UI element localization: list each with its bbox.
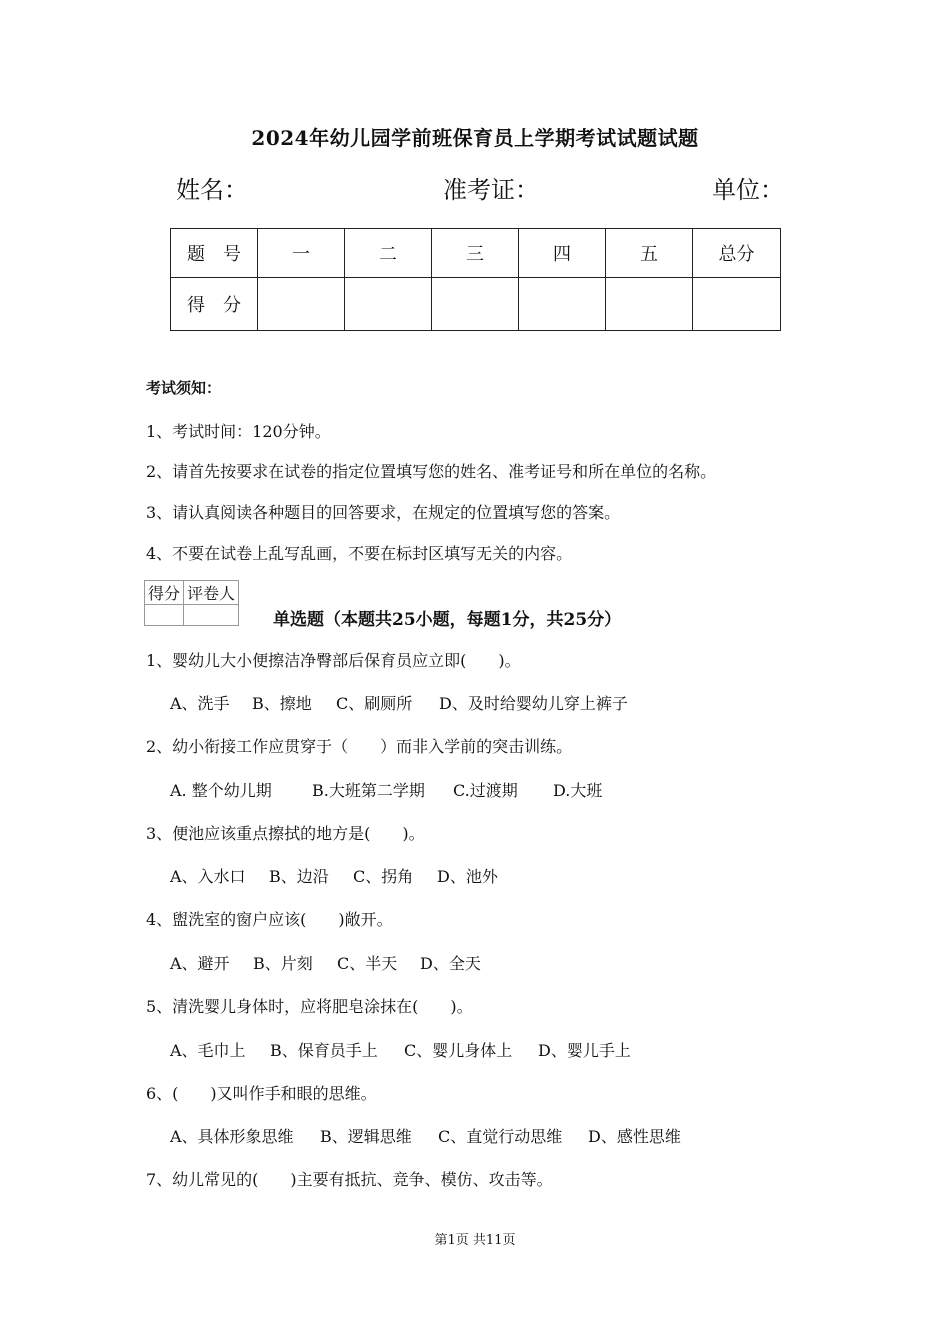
notice-item: 1、考试时间：120分钟。 [146,422,331,441]
score-cell[interactable] [519,278,606,331]
score-table-score-row [171,278,781,331]
score-cell[interactable] [606,278,693,331]
options-row [170,864,498,887]
option[interactable]: B、擦地 [252,694,312,713]
option[interactable]: B.大班第二学期 [312,781,425,800]
option[interactable]: C、婴儿身体上 [404,1041,513,1060]
option[interactable]: C、半天 [337,954,398,973]
section-title: 单选题（本题共25小题，每题1分，共25分） [273,610,622,630]
option[interactable]: D、全天 [420,954,481,973]
notice-item: 4、不要在试卷上乱写乱画，不要在标封区填写无关的内容。 [146,544,573,563]
notice-heading: 考试须知： [146,379,222,397]
option[interactable]: C.过渡期 [453,781,518,800]
option[interactable]: A、洗手 [170,694,230,713]
header-cell: 三 [432,229,519,278]
grader-score-cell[interactable] [145,605,184,626]
unit-label: 单位： [712,176,784,204]
option[interactable]: D、池外 [437,867,498,886]
page-footer: 第1页 共11页 [434,1233,516,1248]
header-cell: 四 [519,229,606,278]
option[interactable]: A、毛巾上 [170,1041,246,1060]
header-cell: 题 号 [171,229,258,278]
grader-score-label: 得分 [145,581,184,605]
header-cell: 一 [258,229,345,278]
options-row [170,951,481,974]
score-table-header-row [171,229,781,278]
options-row [170,1124,681,1147]
question-text: 2、幼小衔接工作应贯穿于（ ）而非入学前的突击训练。 [146,737,573,756]
question-text: 7、幼儿常见的( )主要有抵抗、竞争、模仿、攻击等。 [146,1170,553,1189]
option[interactable]: C、刷厕所 [336,694,413,713]
score-cell[interactable] [258,278,345,331]
question-text: 5、清洗婴儿身体时，应将肥皂涂抹在( )。 [146,997,473,1016]
option[interactable]: A、入水口 [170,867,246,886]
score-cell[interactable] [432,278,519,331]
option[interactable]: A、避开 [170,954,230,973]
score-row-label: 得 分 [171,278,258,331]
option[interactable]: B、保育员手上 [270,1041,378,1060]
option[interactable]: B、片刻 [253,954,313,973]
score-cell[interactable] [345,278,432,331]
header-cell: 五 [606,229,693,278]
header-cell: 总分 [693,229,781,278]
question-text: 1、婴幼儿大小便擦洁净臀部后保育员应立即( )。 [146,651,521,670]
header-cell: 二 [345,229,432,278]
notice-item: 2、请首先按要求在试卷的指定位置填写您的姓名、准考证号和所在单位的名称。 [146,462,717,481]
option[interactable]: A、具体形象思维 [170,1127,294,1146]
notice-item: 3、请认真阅读各种题目的回答要求，在规定的位置填写您的答案。 [146,503,621,522]
option[interactable]: A. 整个幼儿期 [170,781,272,800]
question-text: 3、便池应该重点擦拭的地方是( )。 [146,824,425,843]
grader-box [144,580,239,626]
option[interactable]: C、直觉行动思维 [438,1127,563,1146]
option[interactable]: B、边沿 [269,867,329,886]
option[interactable]: D、婴儿手上 [538,1041,631,1060]
document-title: 2024年幼儿园学前班保育员上学期考试试题试题 [251,126,699,150]
score-cell[interactable] [693,278,781,331]
question-text: 6、( )又叫作手和眼的思维。 [146,1084,377,1103]
option[interactable]: B、逻辑思维 [320,1127,412,1146]
options-row [170,691,628,714]
name-label: 姓名： [176,176,248,204]
grader-name-label: 评卷人 [184,581,239,605]
option[interactable]: D、感性思维 [588,1127,681,1146]
grader-name-cell[interactable] [184,605,239,626]
exam-number-label: 准考证： [443,176,539,204]
score-table [170,228,781,331]
option[interactable]: C、拐角 [353,867,414,886]
option[interactable]: D、及时给婴幼儿穿上裤子 [439,694,628,713]
question-text: 4、盥洗室的窗户应该( )敞开。 [146,910,393,929]
options-row [170,1038,631,1061]
option[interactable]: D.大班 [553,781,603,800]
options-row [170,778,602,801]
